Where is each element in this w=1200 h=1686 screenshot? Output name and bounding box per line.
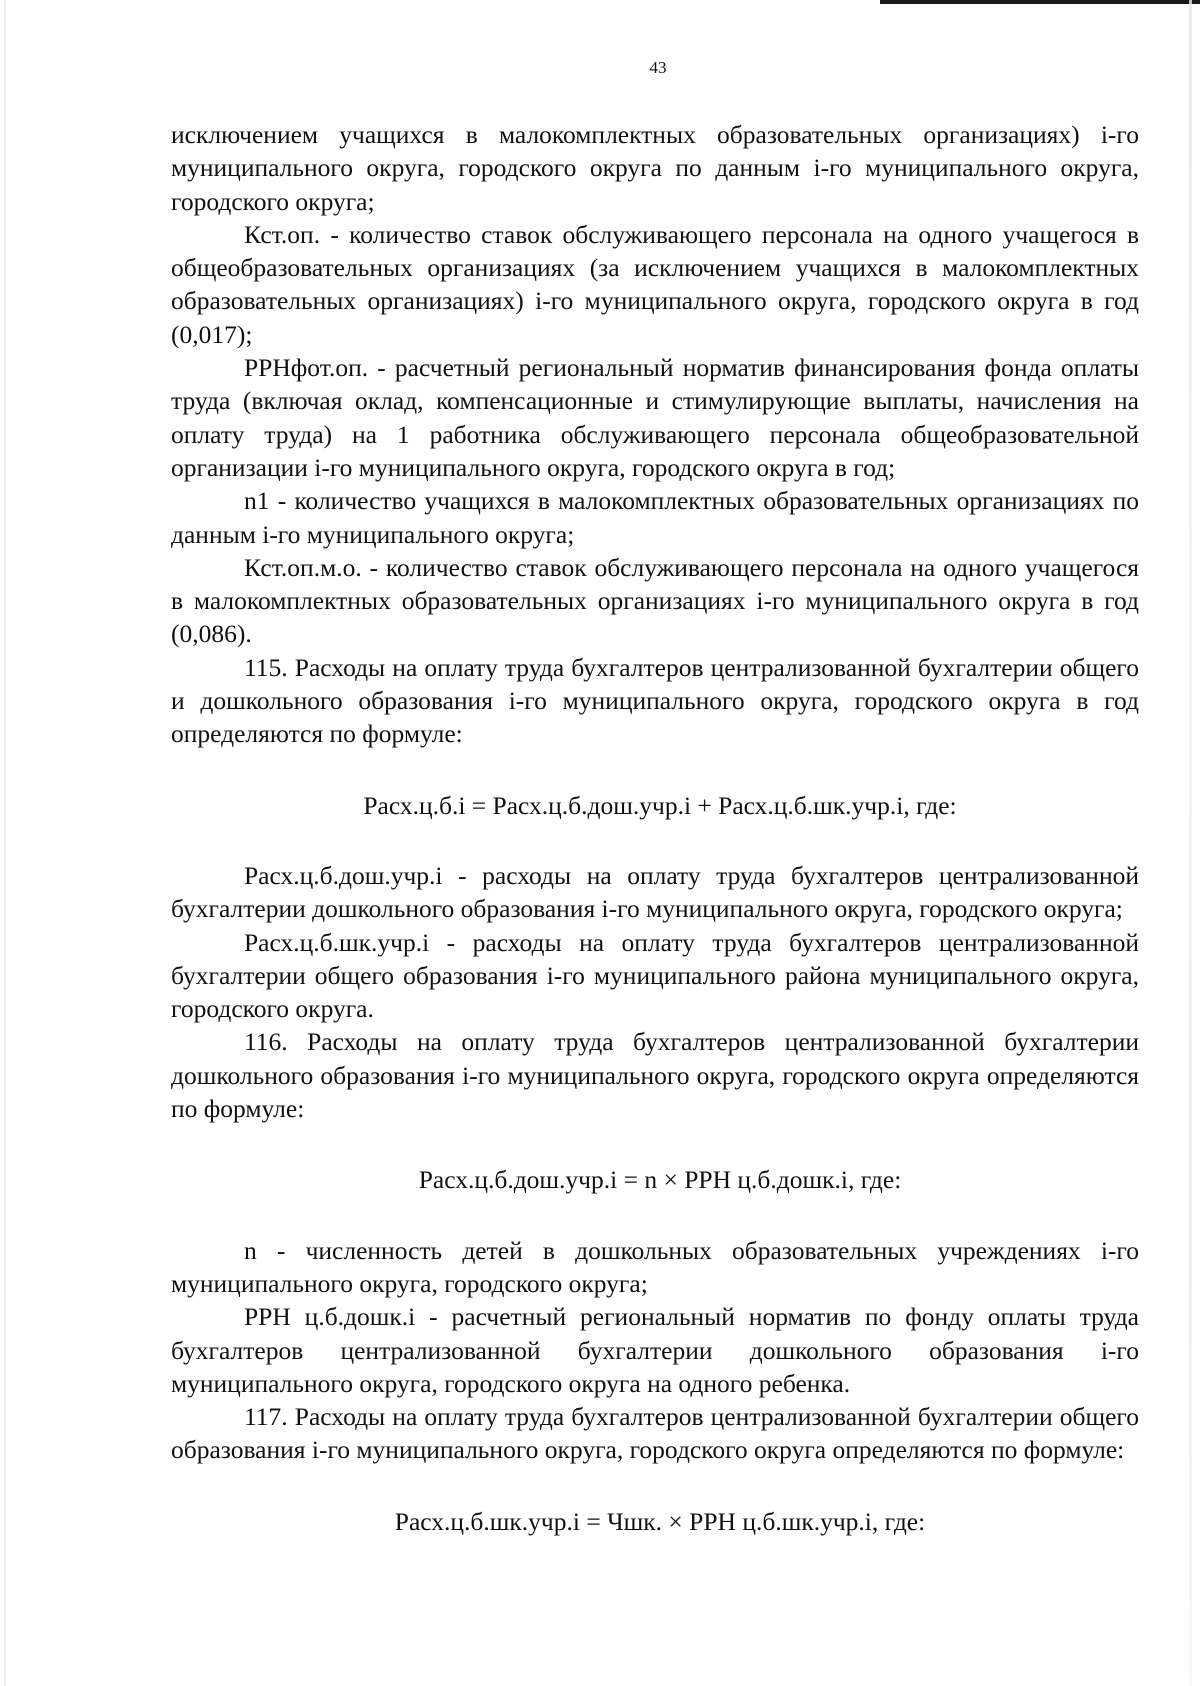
definition-n1: n1 - количество учащихся в малокомплектных образовательных организациях по данным i-го муниципального округа; xyxy=(171,486,1139,549)
paragraph-continuation: исключением учащихся в малокомплектных образовательных организациях) i-го муниципального округа, городского округа по данным i-го муниципального округа, городского округа; xyxy=(171,120,1139,216)
document-body xyxy=(171,118,1139,1575)
definition-n: n - численность детей в дошкольных образовательных учреждениях i-го муниципального округа, городского округа; xyxy=(171,1235,1139,1298)
definition-rash-dosh: Расх.ц.б.дош.учр.i - расходы на оплату труда бухгалтеров централизованной бухгалтерии дошкольного образования i-го муниципального округа, городского округа; xyxy=(171,860,1139,924)
top-edge-rule xyxy=(880,0,1200,4)
clause-116: 116. Расходы на оплату труда бухгалтеров централизованной бухгалтерии дошкольного образования i-го муниципального округа, городского округа определяются по формуле: xyxy=(171,1027,1139,1124)
formula-115: Расх.ц.б.i = Расх.ц.б.дош.учр.i + Расх.ц.б.шк.учр.i, где: xyxy=(363,790,957,820)
scan-edge-left xyxy=(4,0,6,1686)
definition-rrn-fot-op: РРНфот.оп. - расчетный региональный норматив финансирования фонда оплаты труда (включая оклад, компенсационные и стимулирующие выплаты, начисления на оплату труда) на 1 работника обслуживающего персонала общеобразовательной организации i-го муниципального округа, городского округа в год; xyxy=(171,353,1139,482)
formula-117: Расх.ц.б.шк.учр.i = Чшк. × РРН ц.б.шк.учр.i, где: xyxy=(394,1506,926,1536)
definition-kst-op: Кст.оп. - количество ставок обслуживающего персонала на одного учащегося в общеобразовательных организациях (за исключением учащихся в малокомплектных образовательных организациях) i-го муниципального округа, городского округа в год (0,017); xyxy=(171,219,1139,349)
page-number: 43 xyxy=(649,58,667,77)
formula-116: Расх.ц.б.дош.учр.i = n × РРН ц.б.дошк.i, где: xyxy=(418,1165,902,1195)
clause-117: 117. Расходы на оплату труда бухгалтеров централизованной бухгалтерии общего образования i-го муниципального округа, городского округа определяются по формуле: xyxy=(171,1402,1139,1465)
scan-edge-right xyxy=(1189,0,1192,1686)
definition-kst-op-mo: Кст.оп.м.о. - количество ставок обслуживающего персонала на одного учащегося в малокомплектных образовательных организациях i-го муниципального округа в год (0,086). xyxy=(171,552,1139,649)
definition-rash-shk: Расх.ц.б.шк.учр.i - расходы на оплату труда бухгалтеров централизованной бухгалтерии общего образования i-го муниципального района муниципального округа, городского округа. xyxy=(171,927,1139,1024)
definition-rrn-cb-doshk: РРН ц.б.дошк.i - расчетный региональный норматив по фонду оплаты труда бухгалтеров централизованной бухгалтерии дошкольного образования i-го муниципального округа, городского округа на одного ребенка. xyxy=(171,1302,1139,1398)
clause-115: 115. Расходы на оплату труда бухгалтеров централизованной бухгалтерии общего и дошкольного образования i-го муниципального округа, городского округа в год определяются по формуле: xyxy=(171,652,1139,749)
